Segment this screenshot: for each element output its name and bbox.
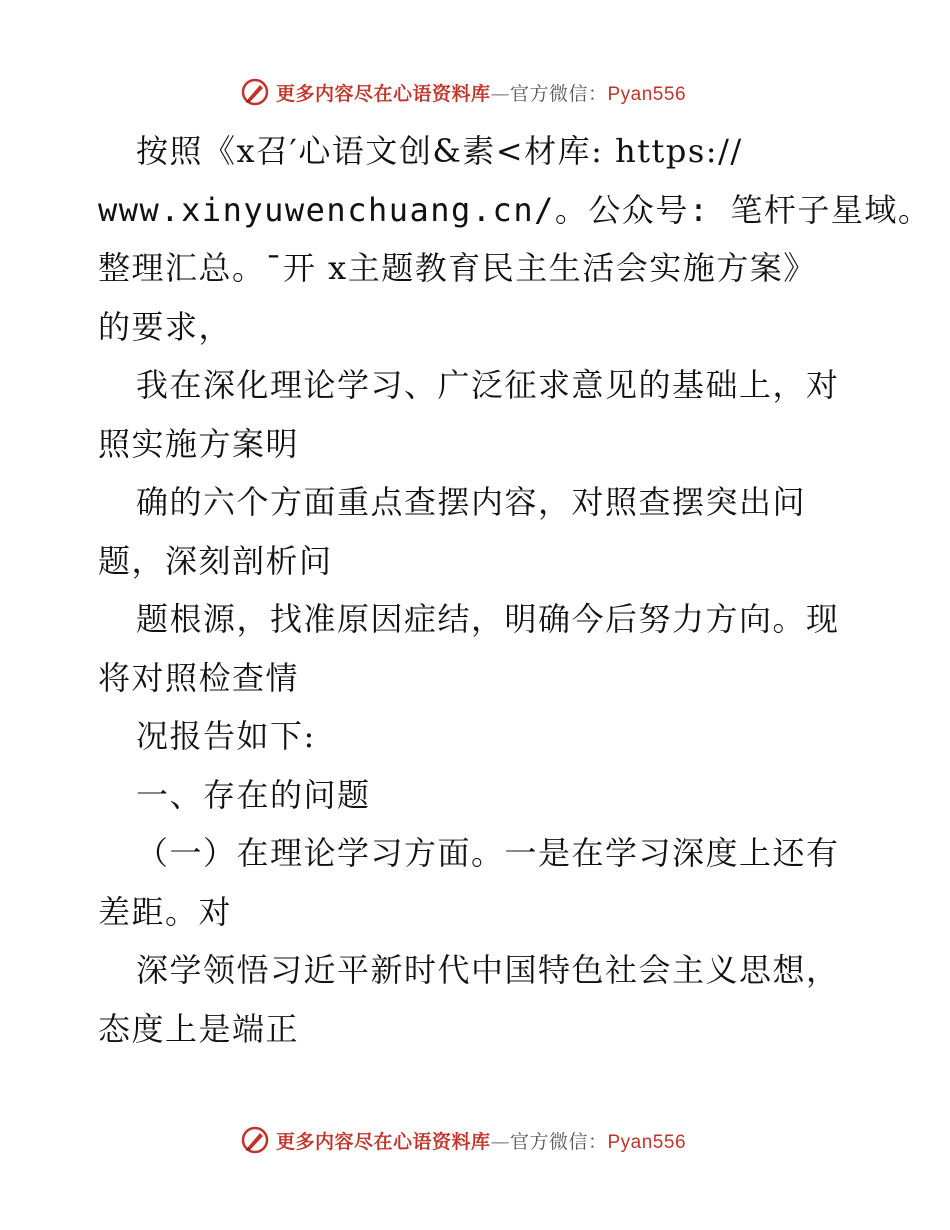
footer-banner-text bbox=[276, 1127, 686, 1154]
body-line: 深学领悟习近平新时代中国特色社会主义思想， bbox=[136, 951, 840, 989]
header-banner-inner bbox=[240, 77, 686, 107]
header-banner-text bbox=[276, 79, 686, 106]
header-banner-title: 更多内容尽在心语资料库 bbox=[275, 82, 491, 105]
header-banner-account: Pyan556 bbox=[607, 83, 687, 105]
document-body bbox=[98, 122, 932, 1058]
header-banner-wechat-label: 官方微信： bbox=[509, 82, 608, 105]
body-line: 态度上是端正 bbox=[98, 1009, 300, 1048]
footer-banner-account: Pyan556 bbox=[607, 1131, 687, 1153]
subsection-heading: （一）在理论学习方面。一是在学习深度上还有 bbox=[136, 834, 840, 872]
header-banner-dash: — bbox=[490, 82, 510, 105]
footer-banner-title: 更多内容尽在心语资料库 bbox=[275, 1130, 491, 1153]
footer-banner-wechat-label: 官方微信： bbox=[509, 1130, 608, 1153]
body-line: 差距。对 bbox=[98, 892, 233, 931]
body-line: 照实施方案明 bbox=[98, 424, 300, 463]
body-line: 按照《x召′心语文创&素<材库: https:// bbox=[136, 132, 743, 170]
body-line: 的要求， bbox=[98, 307, 233, 346]
body-line: www.xinyuwenchuang.cn/。公众号: 笔杆子星域。 bbox=[98, 190, 932, 229]
body-line: 题根源，找准原因症结，明确今后努力方向。现 bbox=[136, 600, 840, 638]
body-line: 整理汇总。¯开 x主题教育民主生活会实施方案》 bbox=[98, 249, 817, 287]
pen-logo-icon bbox=[240, 1125, 270, 1155]
footer-banner bbox=[0, 1120, 950, 1160]
body-line: 我在深化理论学习、广泛征求意见的基础上，对 bbox=[136, 366, 840, 404]
section-heading: 一、存在的问题 bbox=[136, 775, 371, 814]
body-line: 题，深刻剖析问 bbox=[98, 541, 333, 580]
body-line: 确的六个方面重点查摆内容，对照查摆突出问 bbox=[136, 483, 807, 521]
footer-banner-inner bbox=[240, 1125, 686, 1155]
header-banner bbox=[0, 72, 950, 112]
body-line: 况报告如下: bbox=[136, 717, 316, 755]
footer-banner-dash: — bbox=[490, 1130, 510, 1153]
pen-logo-icon bbox=[240, 77, 270, 107]
body-line: 将对照检查情 bbox=[98, 658, 300, 697]
